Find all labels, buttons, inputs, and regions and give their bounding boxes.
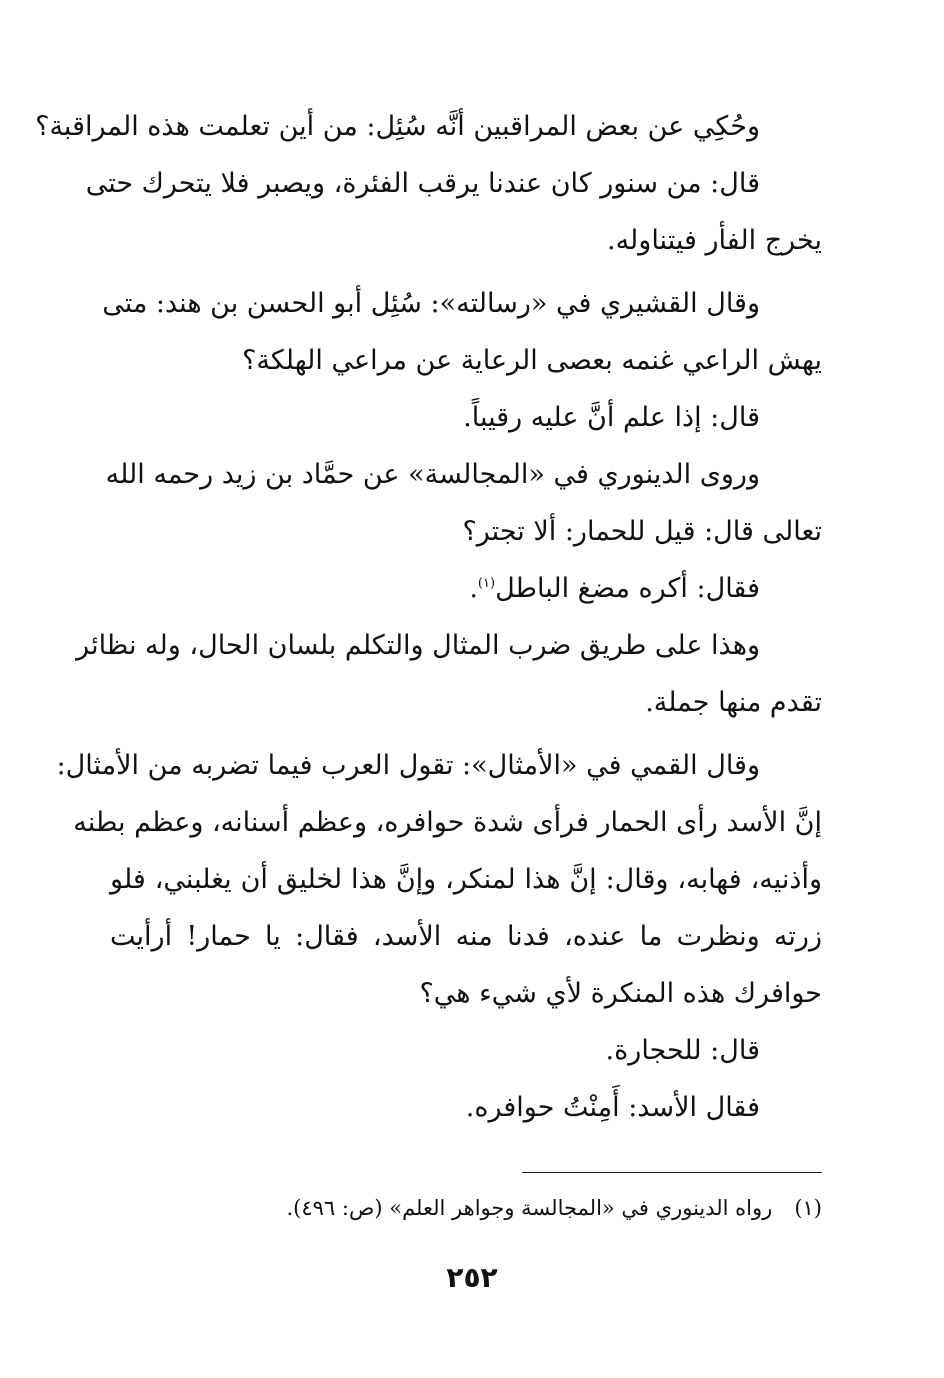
text-line-content: فقال: أكره مضغ الباطل: [495, 573, 760, 604]
text-line: فقال الأسد: أَمِنْتُ حوافره.: [465, 1092, 760, 1123]
page-number: ٢٥٢: [446, 1261, 498, 1294]
line-end-period: .: [469, 573, 478, 604]
text-line: زرته ونظرت ما عنده، فدنا منه الأسد، فقال: يا حمار! أرأيت: [110, 921, 822, 952]
text-line: قال: للحجارة.: [605, 1035, 760, 1066]
text-line: وقال القمي في «الأمثال»: تقول العرب فيما تضربه من الأمثال:: [56, 750, 760, 781]
footnote-reference: (١): [477, 576, 496, 591]
main-text: [35, 98, 822, 1136]
footnote: [110, 1192, 822, 1224]
text-line: تعالى قال: قيل للحمار: ألا تجتر؟: [462, 516, 822, 547]
footnote-divider: [522, 1172, 822, 1173]
text-line: وهذا على طريق ضرب المثال والتكلم بلسان الحال، وله نظائر: [76, 630, 760, 661]
text-line: يهش الراعي غنمه بعصى الرعاية عن مراعي الهلكة؟: [242, 345, 822, 376]
text-line: تقدم منها جملة.: [645, 687, 822, 718]
footnote-text: رواه الدينوري في «المجالسة وجواهر العلم» (ص: ٤٩٦).: [286, 1196, 773, 1220]
text-line: وأذنيه، فهابه، وقال: إنَّ هذا لمنكر، وإنَّ هذا لخليق أن يغلبني، فلو: [110, 864, 822, 895]
text-line: وحُكِي عن بعض المراقبين أنَّه سُئِل: من أين تعلمت هذه المراقبة؟: [35, 111, 760, 142]
text-line: قال: من سنور كان عندنا يرقب الفئرة، ويصبر فلا يتحرك حتى: [85, 168, 760, 199]
text-line: وقال القشيري في «رسالته»: سُئِل أبو الحسن بن هند: متى: [102, 288, 760, 319]
text-line: قال: إذا علم أنَّ عليه رقيباً.: [463, 402, 760, 433]
text-line: حوافرك هذه المنكرة لأي شيء هي؟: [419, 978, 822, 1009]
text-line: وروى الدينوري في «المجالسة» عن حمَّاد بن زيد رحمه الله: [105, 459, 760, 490]
text-line: [110, 560, 822, 617]
footnote-marker: (١): [794, 1196, 822, 1220]
text-line: يخرج الفأر فيتناوله.: [607, 225, 822, 256]
text-line: إنَّ الأسد رأى الحمار فرأى شدة حوافره، وعظم أسنانه، وعظم بطنه: [73, 807, 822, 838]
